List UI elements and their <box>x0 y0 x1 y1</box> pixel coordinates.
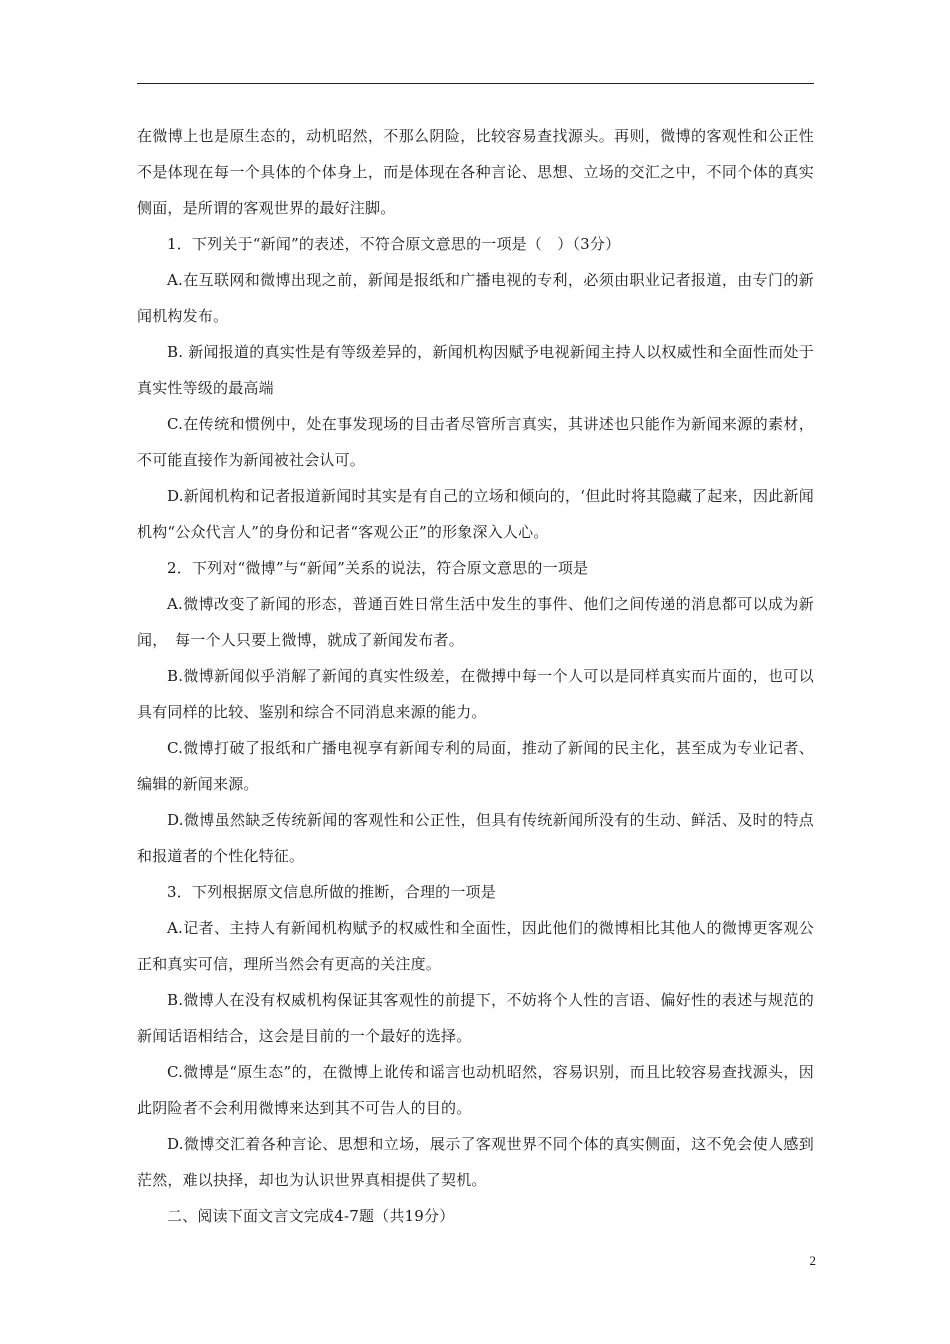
question-3-stem: 3．下列根据原文信息所做的推断，合理的一项是 <box>167 883 496 901</box>
question-2-option-c: C.微博打破了报纸和广播电视享有新闻专利的局面，推动了新闻的民主化，甚至成为专业记者、编辑的新闻来源。 <box>137 739 814 793</box>
question-2-stem: 2．下列对“微博”与“新闻”关系的说法，符合原文意思的一项是 <box>167 559 589 577</box>
document-body <box>137 118 814 1234</box>
question-1-option-d: D.新闻机构和记者报道新闻时其实是有自己的立场和倾向的，‘但此时将其隐藏了起来，因此新闻机构“公众代言人”的身份和记者“客观公正”的形象深入人心。 <box>137 487 814 541</box>
question-2-option-a: A.微博改变了新闻的形态，普通百姓日常生活中发生的事件、他们之间传递的消息都可以成为新闻， 每一个人只要上微博，就成了新闻发布者。 <box>137 595 814 649</box>
paragraph: 在微博上也是原生态的，动机昭然，不那么阴险，比较容易查找源头。再则，微博的客观性和公正性不是体现在每一个具体的个体身上，而是体现在各种言论、思想、立场的交汇之中，不同个体的真实侧面，是所谓的客观世界的最好注脚。 <box>137 127 814 217</box>
question-1-stem: 1．下列关于“新闻”的表述，不符合原文意思的一项是（ ）（3分） <box>167 235 621 253</box>
question-3-option-c: C.微博是“原生态”的，在微博上讹传和谣言也动机昭然，容易识别，而且比较容易查找源头，因此阴险者不会利用微博来达到其不可告人的目的。 <box>137 1063 814 1117</box>
question-3-option-b: B.微博人在没有权威机构保证其客观性的前提下，不妨将个人性的言语、偏好性的表述与规范的新闻话语相结合，这会是目前的一个最好的选择。 <box>137 991 814 1045</box>
question-1-option-b: B. 新闻报道的真实性是有等级差异的，新闻机构因赋予电视新闻主持人以权威性和全面性而处于真实性等级的最高端 <box>137 343 814 397</box>
question-3-option-d: D.微博交汇着各种言论、思想和立场，展示了客观世界不同个体的真实侧面，这不免会使人感到茫然，难以抉择，却也为认识世界真相提供了契机。 <box>137 1135 814 1189</box>
question-1-option-a: A.在互联网和微博出现之前，新闻是报纸和广播电视的专利，必须由职业记者报道，由专门的新闻机构发布。 <box>137 271 814 325</box>
section-heading: 二、阅读下面文言文完成4-7题（共19分） <box>167 1207 455 1225</box>
question-2-option-d: D.微博虽然缺乏传统新闻的客观性和公正性，但具有传统新闻所没有的生动、鲜活、及时的特点和报道者的个性化特征。 <box>137 811 814 865</box>
question-2-option-b: B.微博新闻似乎消解了新闻的真实性级差，在微搏中每一个人可以是同样真实而片面的，也可以具有同样的比较、鉴别和综合不同消息来源的能力。 <box>137 667 814 721</box>
question-3-option-a: A.记者、主持人有新闻机构赋予的权威性和全面性，因此他们的微博相比其他人的微博更客观公正和真实可信，理所当然会有更高的关注度。 <box>137 919 814 973</box>
header-rule <box>137 83 814 84</box>
question-1-option-c: C.在传统和惯例中，处在事发现场的目击者尽管所言真实，其讲述也只能作为新闻来源的素材，不可能直接作为新闻被社会认可。 <box>137 415 814 469</box>
page-number: 2 <box>809 1253 816 1268</box>
